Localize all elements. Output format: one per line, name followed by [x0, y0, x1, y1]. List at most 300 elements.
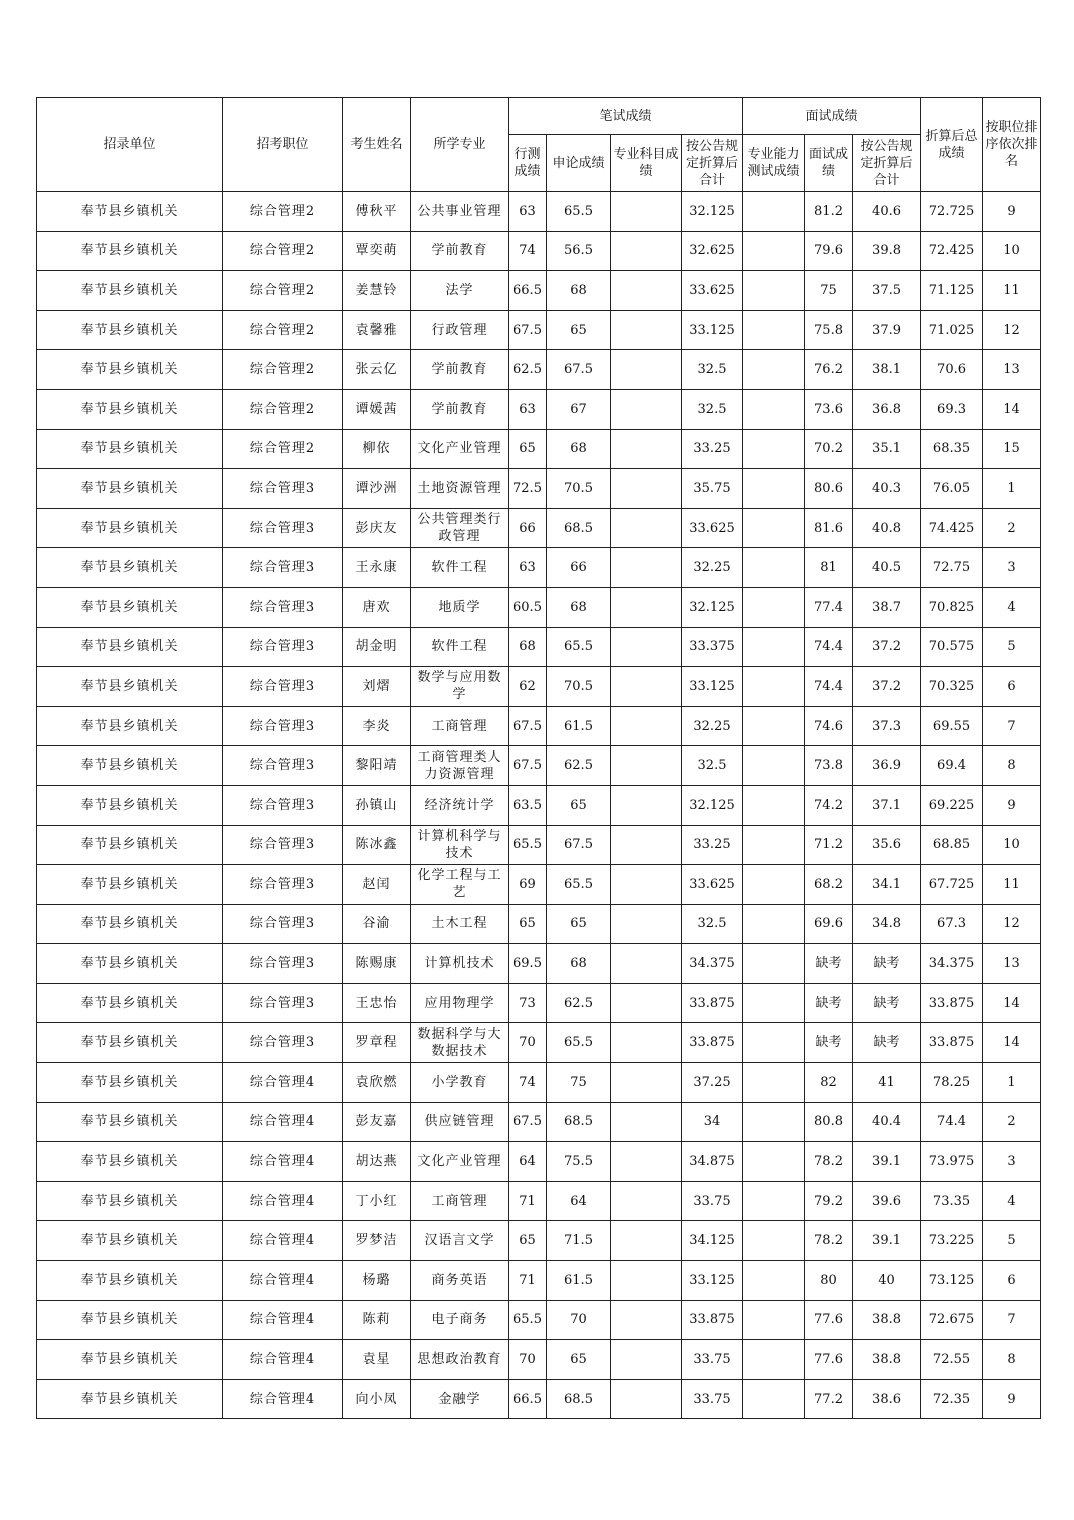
- header-xingce: 行测成绩: [509, 135, 547, 192]
- cell-final-total: 70.575: [921, 627, 983, 667]
- table-row: [37, 785, 1041, 825]
- cell-rank: 2: [983, 1102, 1041, 1142]
- cell-written-total: 33.625: [682, 271, 743, 311]
- cell-final-total: 69.4: [921, 746, 983, 786]
- cell-professional: [611, 1142, 682, 1182]
- cell-rank: 9: [983, 1379, 1041, 1419]
- cell-unit: 奉节县乡镇机关: [37, 1063, 223, 1103]
- cell-rank: 3: [983, 1142, 1041, 1182]
- cell-shenlun: 65.5: [547, 192, 611, 232]
- cell-ability: [743, 983, 805, 1023]
- cell-professional: [611, 192, 682, 232]
- cell-interview-total: 39.1: [853, 1221, 921, 1261]
- table-row: [37, 192, 1041, 232]
- cell-major: 工商管理: [411, 706, 509, 746]
- cell-name: 陈莉: [343, 1300, 411, 1340]
- cell-name: 刘熠: [343, 667, 411, 707]
- cell-major: 工商管理类人力资源管理: [411, 746, 509, 786]
- cell-rank: 10: [983, 825, 1041, 865]
- cell-major: 学前教育: [411, 389, 509, 429]
- cell-interview-total: 37.5: [853, 271, 921, 311]
- table-row: [37, 587, 1041, 627]
- cell-professional: [611, 469, 682, 509]
- cell-position: 综合管理2: [223, 310, 343, 350]
- cell-shenlun: 66: [547, 548, 611, 588]
- cell-xingce: 65: [509, 904, 547, 944]
- cell-major: 学前教育: [411, 231, 509, 271]
- cell-interview-total: 40.4: [853, 1102, 921, 1142]
- cell-position: 综合管理2: [223, 389, 343, 429]
- cell-position: 综合管理4: [223, 1340, 343, 1380]
- cell-ability: [743, 231, 805, 271]
- cell-name: 丁小红: [343, 1181, 411, 1221]
- cell-major: 数据科学与大数据技术: [411, 1023, 509, 1063]
- cell-professional: [611, 746, 682, 786]
- cell-name: 黎阳靖: [343, 746, 411, 786]
- cell-final-total: 73.975: [921, 1142, 983, 1182]
- table-row: [37, 508, 1041, 548]
- cell-rank: 11: [983, 271, 1041, 311]
- cell-final-total: 33.875: [921, 983, 983, 1023]
- cell-unit: 奉节县乡镇机关: [37, 746, 223, 786]
- cell-shenlun: 65: [547, 785, 611, 825]
- cell-position: 综合管理3: [223, 469, 343, 509]
- cell-final-total: 73.225: [921, 1221, 983, 1261]
- cell-written-total: 33.125: [682, 667, 743, 707]
- cell-interview-total: 41: [853, 1063, 921, 1103]
- cell-name: 向小凤: [343, 1379, 411, 1419]
- header-professional: 专业科目成绩: [611, 135, 682, 192]
- cell-position: 综合管理3: [223, 1023, 343, 1063]
- cell-unit: 奉节县乡镇机关: [37, 1379, 223, 1419]
- cell-interview: 74.4: [805, 627, 853, 667]
- cell-name: 王忠怡: [343, 983, 411, 1023]
- cell-rank: 14: [983, 983, 1041, 1023]
- cell-professional: [611, 429, 682, 469]
- cell-written-total: 33.875: [682, 1300, 743, 1340]
- cell-rank: 12: [983, 904, 1041, 944]
- cell-professional: [611, 350, 682, 390]
- cell-unit: 奉节县乡镇机关: [37, 983, 223, 1023]
- cell-xingce: 65: [509, 1221, 547, 1261]
- header-unit: 招录单位: [37, 98, 223, 192]
- cell-position: 综合管理4: [223, 1379, 343, 1419]
- table-row: [37, 469, 1041, 509]
- cell-unit: 奉节县乡镇机关: [37, 706, 223, 746]
- cell-ability: [743, 310, 805, 350]
- table-row: [37, 627, 1041, 667]
- cell-written-total: 32.125: [682, 587, 743, 627]
- cell-final-total: 69.225: [921, 785, 983, 825]
- cell-written-total: 33.875: [682, 1023, 743, 1063]
- cell-professional: [611, 825, 682, 865]
- cell-rank: 13: [983, 944, 1041, 984]
- table-row: [37, 1063, 1041, 1103]
- cell-written-total: 33.75: [682, 1340, 743, 1380]
- cell-interview-total: 40.3: [853, 469, 921, 509]
- cell-major: 数学与应用数学: [411, 667, 509, 707]
- header-final-total: 折算后总成绩: [921, 98, 983, 192]
- cell-written-total: 33.625: [682, 865, 743, 905]
- cell-unit: 奉节县乡镇机关: [37, 192, 223, 232]
- cell-written-total: 32.125: [682, 785, 743, 825]
- cell-rank: 4: [983, 587, 1041, 627]
- cell-professional: [611, 983, 682, 1023]
- cell-final-total: 72.55: [921, 1340, 983, 1380]
- cell-name: 张云亿: [343, 350, 411, 390]
- cell-major: 行政管理: [411, 310, 509, 350]
- cell-interview-total: 40: [853, 1261, 921, 1301]
- cell-shenlun: 65.5: [547, 1023, 611, 1063]
- cell-major: 化学工程与工艺: [411, 865, 509, 905]
- cell-name: 唐欢: [343, 587, 411, 627]
- cell-ability: [743, 1379, 805, 1419]
- cell-xingce: 70: [509, 1340, 547, 1380]
- cell-name: 覃奕萌: [343, 231, 411, 271]
- cell-unit: 奉节县乡镇机关: [37, 865, 223, 905]
- cell-rank: 5: [983, 1221, 1041, 1261]
- cell-name: 谭媛茜: [343, 389, 411, 429]
- cell-shenlun: 68: [547, 587, 611, 627]
- cell-professional: [611, 1340, 682, 1380]
- cell-unit: 奉节县乡镇机关: [37, 469, 223, 509]
- cell-interview: 70.2: [805, 429, 853, 469]
- cell-professional: [611, 785, 682, 825]
- cell-interview-total: 39.8: [853, 231, 921, 271]
- header-ability: 专业能力测试成绩: [743, 135, 805, 192]
- cell-shenlun: 68.5: [547, 1102, 611, 1142]
- cell-major: 商务英语: [411, 1261, 509, 1301]
- cell-unit: 奉节县乡镇机关: [37, 1261, 223, 1301]
- cell-professional: [611, 271, 682, 311]
- cell-position: 综合管理4: [223, 1063, 343, 1103]
- cell-written-total: 33.75: [682, 1379, 743, 1419]
- cell-interview-total: 36.9: [853, 746, 921, 786]
- table-row: [37, 429, 1041, 469]
- cell-name: 柳依: [343, 429, 411, 469]
- cell-interview: 缺考: [805, 983, 853, 1023]
- cell-interview-total: 37.9: [853, 310, 921, 350]
- cell-interview-total: 38.7: [853, 587, 921, 627]
- cell-name: 彭友嘉: [343, 1102, 411, 1142]
- cell-unit: 奉节县乡镇机关: [37, 508, 223, 548]
- table-body: [37, 192, 1041, 1419]
- cell-professional: [611, 1023, 682, 1063]
- header-row-1: [37, 98, 1041, 135]
- table-row: [37, 350, 1041, 390]
- cell-shenlun: 65: [547, 904, 611, 944]
- cell-rank: 3: [983, 548, 1041, 588]
- cell-position: 综合管理4: [223, 1181, 343, 1221]
- cell-shenlun: 75.5: [547, 1142, 611, 1182]
- cell-xingce: 63: [509, 389, 547, 429]
- cell-interview: 77.6: [805, 1300, 853, 1340]
- cell-xingce: 62: [509, 667, 547, 707]
- cell-position: 综合管理3: [223, 825, 343, 865]
- cell-shenlun: 61.5: [547, 1261, 611, 1301]
- cell-rank: 14: [983, 389, 1041, 429]
- header-interview-group: 面试成绩: [743, 98, 921, 135]
- cell-position: 综合管理2: [223, 350, 343, 390]
- cell-final-total: 74.4: [921, 1102, 983, 1142]
- cell-xingce: 65: [509, 429, 547, 469]
- cell-ability: [743, 587, 805, 627]
- cell-professional: [611, 231, 682, 271]
- cell-major: 文化产业管理: [411, 429, 509, 469]
- cell-name: 谷渝: [343, 904, 411, 944]
- cell-written-total: 33.375: [682, 627, 743, 667]
- cell-interview-total: 39.6: [853, 1181, 921, 1221]
- header-rank: 按职位排序依次排名: [983, 98, 1041, 192]
- cell-name: 谭沙洲: [343, 469, 411, 509]
- cell-written-total: 34.125: [682, 1221, 743, 1261]
- table-row: [37, 944, 1041, 984]
- cell-written-total: 35.75: [682, 469, 743, 509]
- cell-position: 综合管理2: [223, 231, 343, 271]
- cell-name: 陈赐康: [343, 944, 411, 984]
- cell-interview: 77.2: [805, 1379, 853, 1419]
- table-row: [37, 231, 1041, 271]
- header-interview: 面试成绩: [805, 135, 853, 192]
- cell-rank: 7: [983, 1300, 1041, 1340]
- cell-name: 罗章程: [343, 1023, 411, 1063]
- cell-shenlun: 61.5: [547, 706, 611, 746]
- cell-major: 电子商务: [411, 1300, 509, 1340]
- table-row: [37, 1300, 1041, 1340]
- cell-position: 综合管理4: [223, 1142, 343, 1182]
- cell-final-total: 70.325: [921, 667, 983, 707]
- cell-final-total: 72.35: [921, 1379, 983, 1419]
- cell-xingce: 63: [509, 548, 547, 588]
- cell-interview-total: 39.1: [853, 1142, 921, 1182]
- table-row: [37, 1379, 1041, 1419]
- cell-xingce: 67.5: [509, 310, 547, 350]
- cell-xingce: 72.5: [509, 469, 547, 509]
- cell-major: 汉语言文学: [411, 1221, 509, 1261]
- table-row: [37, 746, 1041, 786]
- cell-written-total: 33.75: [682, 1181, 743, 1221]
- cell-major: 软件工程: [411, 627, 509, 667]
- cell-interview-total: 35.1: [853, 429, 921, 469]
- cell-major: 公共事业管理: [411, 192, 509, 232]
- cell-shenlun: 62.5: [547, 746, 611, 786]
- cell-position: 综合管理3: [223, 627, 343, 667]
- cell-position: 综合管理3: [223, 587, 343, 627]
- cell-unit: 奉节县乡镇机关: [37, 1300, 223, 1340]
- cell-name: 赵闰: [343, 865, 411, 905]
- cell-interview: 71.2: [805, 825, 853, 865]
- cell-shenlun: 65.5: [547, 627, 611, 667]
- cell-professional: [611, 1379, 682, 1419]
- cell-shenlun: 70.5: [547, 667, 611, 707]
- cell-final-total: 72.725: [921, 192, 983, 232]
- cell-major: 学前教育: [411, 350, 509, 390]
- cell-xingce: 67.5: [509, 706, 547, 746]
- cell-position: 综合管理3: [223, 706, 343, 746]
- cell-xingce: 71: [509, 1181, 547, 1221]
- cell-rank: 1: [983, 469, 1041, 509]
- cell-final-total: 68.35: [921, 429, 983, 469]
- cell-written-total: 33.25: [682, 429, 743, 469]
- cell-unit: 奉节县乡镇机关: [37, 1142, 223, 1182]
- header-position: 招考职位: [223, 98, 343, 192]
- cell-name: 袁欣燃: [343, 1063, 411, 1103]
- cell-interview: 76.2: [805, 350, 853, 390]
- table-row: [37, 1181, 1041, 1221]
- cell-written-total: 34: [682, 1102, 743, 1142]
- cell-name: 胡金明: [343, 627, 411, 667]
- table-row: [37, 1261, 1041, 1301]
- cell-ability: [743, 1023, 805, 1063]
- header-name: 考生姓名: [343, 98, 411, 192]
- cell-professional: [611, 627, 682, 667]
- cell-interview: 74.4: [805, 667, 853, 707]
- cell-unit: 奉节县乡镇机关: [37, 271, 223, 311]
- cell-unit: 奉节县乡镇机关: [37, 825, 223, 865]
- cell-professional: [611, 1102, 682, 1142]
- cell-major: 公共管理类行政管理: [411, 508, 509, 548]
- cell-position: 综合管理3: [223, 785, 343, 825]
- cell-shenlun: 67.5: [547, 350, 611, 390]
- cell-interview: 73.8: [805, 746, 853, 786]
- cell-written-total: 37.25: [682, 1063, 743, 1103]
- cell-major: 小学教育: [411, 1063, 509, 1103]
- header-major: 所学专业: [411, 98, 509, 192]
- cell-interview-total: 34.8: [853, 904, 921, 944]
- cell-unit: 奉节县乡镇机关: [37, 944, 223, 984]
- cell-xingce: 67.5: [509, 746, 547, 786]
- cell-ability: [743, 1102, 805, 1142]
- cell-name: 彭庆友: [343, 508, 411, 548]
- cell-major: 经济统计学: [411, 785, 509, 825]
- cell-major: 供应链管理: [411, 1102, 509, 1142]
- cell-position: 综合管理4: [223, 1300, 343, 1340]
- cell-shenlun: 70: [547, 1300, 611, 1340]
- cell-unit: 奉节县乡镇机关: [37, 1340, 223, 1380]
- cell-unit: 奉节县乡镇机关: [37, 587, 223, 627]
- cell-interview: 78.2: [805, 1221, 853, 1261]
- cell-unit: 奉节县乡镇机关: [37, 627, 223, 667]
- cell-interview: 79.2: [805, 1181, 853, 1221]
- cell-interview: 81: [805, 548, 853, 588]
- cell-interview-total: 40.8: [853, 508, 921, 548]
- cell-position: 综合管理3: [223, 904, 343, 944]
- table-row: [37, 1340, 1041, 1380]
- cell-name: 袁星: [343, 1340, 411, 1380]
- cell-ability: [743, 389, 805, 429]
- cell-unit: 奉节县乡镇机关: [37, 548, 223, 588]
- cell-interview-total: 缺考: [853, 983, 921, 1023]
- cell-interview: 80: [805, 1261, 853, 1301]
- cell-position: 综合管理2: [223, 429, 343, 469]
- cell-shenlun: 56.5: [547, 231, 611, 271]
- cell-rank: 10: [983, 231, 1041, 271]
- cell-name: 孙镇山: [343, 785, 411, 825]
- cell-professional: [611, 310, 682, 350]
- cell-ability: [743, 746, 805, 786]
- cell-interview-total: 37.2: [853, 627, 921, 667]
- cell-major: 工商管理: [411, 1181, 509, 1221]
- cell-position: 综合管理4: [223, 1221, 343, 1261]
- cell-final-total: 67.3: [921, 904, 983, 944]
- cell-xingce: 74: [509, 231, 547, 271]
- cell-interview-total: 38.8: [853, 1340, 921, 1380]
- cell-unit: 奉节县乡镇机关: [37, 667, 223, 707]
- header-interview-total: 按公告规定折算后合计: [853, 135, 921, 192]
- cell-name: 姜慧铃: [343, 271, 411, 311]
- cell-ability: [743, 429, 805, 469]
- cell-professional: [611, 1261, 682, 1301]
- header-shenlun: 申论成绩: [547, 135, 611, 192]
- score-table: [36, 97, 1041, 1419]
- cell-unit: 奉节县乡镇机关: [37, 231, 223, 271]
- cell-interview-total: 40.5: [853, 548, 921, 588]
- cell-name: 袁馨雅: [343, 310, 411, 350]
- cell-interview: 79.6: [805, 231, 853, 271]
- cell-final-total: 71.125: [921, 271, 983, 311]
- cell-ability: [743, 825, 805, 865]
- cell-interview: 69.6: [805, 904, 853, 944]
- cell-professional: [611, 389, 682, 429]
- cell-final-total: 70.6: [921, 350, 983, 390]
- cell-unit: 奉节县乡镇机关: [37, 1023, 223, 1063]
- cell-interview-total: 38.1: [853, 350, 921, 390]
- cell-written-total: 33.25: [682, 825, 743, 865]
- cell-professional: [611, 1181, 682, 1221]
- cell-professional: [611, 587, 682, 627]
- cell-professional: [611, 865, 682, 905]
- cell-unit: 奉节县乡镇机关: [37, 785, 223, 825]
- cell-rank: 12: [983, 310, 1041, 350]
- cell-rank: 14: [983, 1023, 1041, 1063]
- cell-written-total: 32.5: [682, 350, 743, 390]
- cell-major: 法学: [411, 271, 509, 311]
- cell-professional: [611, 508, 682, 548]
- cell-xingce: 66: [509, 508, 547, 548]
- cell-interview-total: 34.1: [853, 865, 921, 905]
- cell-shenlun: 71.5: [547, 1221, 611, 1261]
- cell-rank: 1: [983, 1063, 1041, 1103]
- cell-written-total: 32.125: [682, 192, 743, 232]
- cell-interview: 78.2: [805, 1142, 853, 1182]
- cell-shenlun: 62.5: [547, 983, 611, 1023]
- table-row: [37, 1023, 1041, 1063]
- cell-unit: 奉节县乡镇机关: [37, 350, 223, 390]
- cell-rank: 9: [983, 192, 1041, 232]
- cell-major: 应用物理学: [411, 983, 509, 1023]
- cell-ability: [743, 1063, 805, 1103]
- cell-position: 综合管理3: [223, 508, 343, 548]
- cell-final-total: 69.55: [921, 706, 983, 746]
- cell-major: 文化产业管理: [411, 1142, 509, 1182]
- cell-shenlun: 68.5: [547, 508, 611, 548]
- cell-unit: 奉节县乡镇机关: [37, 1102, 223, 1142]
- cell-shenlun: 67.5: [547, 825, 611, 865]
- cell-rank: 8: [983, 1340, 1041, 1380]
- table-row: [37, 904, 1041, 944]
- cell-ability: [743, 548, 805, 588]
- cell-final-total: 70.825: [921, 587, 983, 627]
- cell-ability: [743, 469, 805, 509]
- cell-xingce: 65.5: [509, 1300, 547, 1340]
- cell-xingce: 66.5: [509, 1379, 547, 1419]
- cell-final-total: 71.025: [921, 310, 983, 350]
- table-row: [37, 983, 1041, 1023]
- cell-position: 综合管理3: [223, 548, 343, 588]
- cell-interview-total: 缺考: [853, 1023, 921, 1063]
- cell-rank: 13: [983, 350, 1041, 390]
- cell-interview-total: 37.1: [853, 785, 921, 825]
